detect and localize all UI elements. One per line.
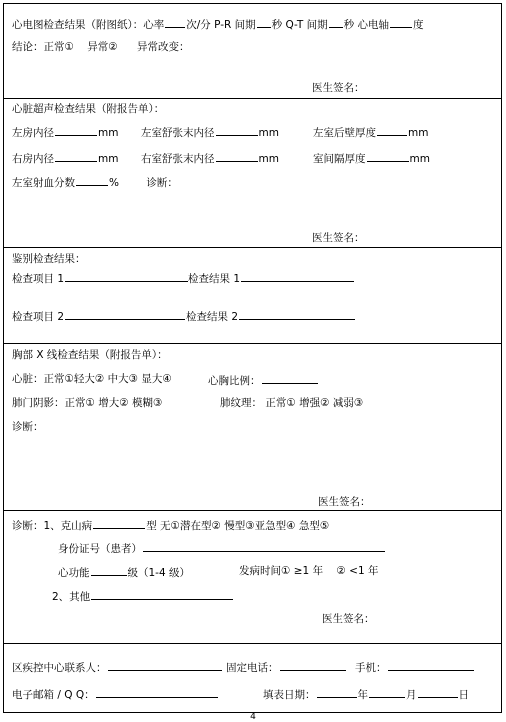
mobile-label: 手机：	[355, 662, 387, 674]
la-row	[12, 124, 118, 140]
axis-field[interactable]	[390, 16, 412, 28]
xray-signature: 医生签名：	[318, 496, 371, 508]
lvpw-field[interactable]	[377, 124, 407, 136]
fill-date-label: 填表日期：	[263, 689, 316, 701]
rv-row	[141, 150, 279, 166]
ef-label: 左室射血分数	[12, 177, 75, 189]
pr-interval-field[interactable]	[257, 16, 271, 28]
page-number: 4	[250, 712, 256, 722]
month-field[interactable]	[369, 686, 405, 698]
form-sheet	[3, 3, 502, 713]
diff-item1-row	[12, 270, 189, 286]
la-label: 左房内径	[12, 127, 54, 139]
qt-interval-field[interactable]	[329, 16, 343, 28]
ra-field[interactable]	[55, 150, 97, 162]
ra-row	[12, 150, 118, 166]
differential-section	[4, 248, 501, 344]
ivs-unit: mm	[409, 153, 430, 165]
mobile-field[interactable]	[388, 659, 474, 671]
keshan-label: 诊断：1、克山病	[12, 520, 93, 532]
diagnosis-signature: 医生签名：	[322, 613, 375, 625]
result2-field[interactable]	[239, 308, 355, 320]
echo-section	[4, 99, 501, 248]
email-qq-label: 电子邮箱 / Q Q：	[12, 689, 95, 701]
ecg-conclusion-line	[12, 40, 190, 54]
day-field[interactable]	[418, 686, 458, 698]
normal-option[interactable]: 结论：正常①	[12, 41, 74, 53]
cardiac-function-row	[58, 564, 190, 580]
year-label: 年	[357, 689, 368, 701]
keshan-type-field[interactable]	[93, 517, 145, 529]
abnormal-option[interactable]: 异常②	[87, 41, 118, 53]
center-contact-label: 区疾控中心联系人：	[12, 662, 107, 674]
lvpw-label: 左室后壁厚度	[313, 127, 376, 139]
rv-unit: mm	[258, 153, 279, 165]
hilum-options[interactable]: 肺门阴影：正常① 增大② 模糊③	[12, 397, 163, 409]
diff-title: 鉴别检查结果：	[12, 253, 86, 265]
patient-id-row	[58, 540, 386, 556]
lv-row	[141, 124, 279, 140]
rv-label: 右室舒张末内径	[141, 153, 215, 165]
ef-row	[12, 174, 178, 190]
ivs-label: 室间隔厚度	[313, 153, 366, 165]
abnormal-change-label: 异常改变：	[137, 41, 190, 53]
la-unit: mm	[98, 127, 119, 139]
month-label: 月	[406, 689, 417, 701]
ecg-heart-rate-label: 心电图检查结果（附图纸）：心率	[12, 19, 165, 31]
email-qq-field[interactable]	[96, 686, 218, 698]
pr-interval-label: 次/分 P-R 间期	[186, 19, 256, 31]
onset-time-row	[239, 564, 379, 578]
other-label: 2、其他	[52, 591, 91, 603]
lv-unit: mm	[258, 127, 279, 139]
echo-diagnosis-label: 诊断：	[146, 177, 178, 189]
lvpw-row	[313, 124, 428, 140]
keshan-type-options[interactable]: 型 无①潜在型② 慢型③亚急型④ 急型⑤	[146, 520, 330, 532]
rv-field[interactable]	[216, 150, 258, 162]
landline-row	[226, 659, 347, 675]
grade-label: 级（1-4 级）	[127, 567, 190, 579]
landline-label: 固定电话：	[226, 662, 279, 674]
result1-label: 检查结果 1	[188, 273, 241, 285]
xray-diagnosis-label: 诊断：	[12, 421, 44, 433]
result1-field[interactable]	[241, 270, 354, 282]
patient-id-field[interactable]	[143, 540, 385, 552]
mobile-row	[355, 659, 475, 675]
echo-signature: 医生签名：	[312, 232, 365, 244]
ef-unit: %	[109, 177, 119, 189]
ivs-field[interactable]	[367, 150, 409, 162]
diagnosis-section	[4, 511, 501, 644]
email-qq-row	[12, 686, 219, 702]
lung-texture-options[interactable]: 肺纹理： 正常① 增强② 减弱③	[220, 397, 364, 409]
diff-item2-row	[12, 308, 186, 324]
item2-label: 检查项目 2	[12, 311, 65, 323]
ratio-field[interactable]	[262, 372, 318, 384]
patient-id-label: 身份证号（患者）	[58, 543, 142, 555]
item2-field[interactable]	[65, 308, 185, 320]
other-diagnosis-row	[52, 588, 234, 604]
lvpw-unit: mm	[408, 127, 429, 139]
xray-title: 胸部 X 线检查结果（附报告单）：	[12, 349, 168, 361]
la-field[interactable]	[55, 124, 97, 136]
cardiac-function-label: 心功能	[58, 567, 90, 579]
onset-option-1[interactable]: 发病时间① ≥1 年	[239, 565, 324, 577]
heart-rate-field[interactable]	[165, 16, 185, 28]
diff-result2-row	[186, 308, 356, 324]
heart-size-options[interactable]: 心脏：正常①轻大② 中大③ 显大④	[12, 373, 172, 385]
axis-unit: 度	[412, 19, 424, 31]
lv-label: 左室舒张末内径	[141, 127, 215, 139]
other-diagnosis-field[interactable]	[91, 588, 233, 600]
cardiothoracic-ratio-row	[208, 372, 319, 388]
ratio-label: 心胸比例：	[208, 375, 261, 387]
center-contact-row	[12, 659, 223, 675]
keshan-disease-row	[12, 517, 329, 533]
center-contact-field[interactable]	[108, 659, 222, 671]
ecg-section	[4, 4, 501, 99]
axis-label: 秒 心电轴	[343, 19, 389, 31]
xray-section	[4, 344, 501, 511]
ecg-signature: 医生签名：	[312, 82, 365, 94]
lv-field[interactable]	[216, 124, 258, 136]
ra-unit: mm	[98, 153, 119, 165]
item1-field[interactable]	[65, 270, 188, 282]
qt-interval-label: 秒 Q-T 间期	[271, 19, 328, 31]
day-label: 日	[458, 689, 469, 701]
ivs-row	[313, 150, 430, 166]
onset-option-2[interactable]: ② <1 年	[336, 565, 379, 577]
contact-section	[4, 644, 501, 712]
ef-field[interactable]	[76, 174, 108, 186]
echo-title: 心脏超声检查结果（附报告单）：	[12, 103, 165, 115]
item1-label: 检查项目 1	[12, 273, 65, 285]
landline-field[interactable]	[280, 659, 346, 671]
result2-label: 检查结果 2	[186, 311, 239, 323]
year-field[interactable]	[317, 686, 357, 698]
ra-label: 右房内径	[12, 153, 54, 165]
ecg-line	[12, 16, 423, 32]
diff-result1-row	[188, 270, 355, 286]
cardiac-function-field[interactable]	[91, 564, 127, 576]
fill-date-row	[263, 686, 469, 702]
